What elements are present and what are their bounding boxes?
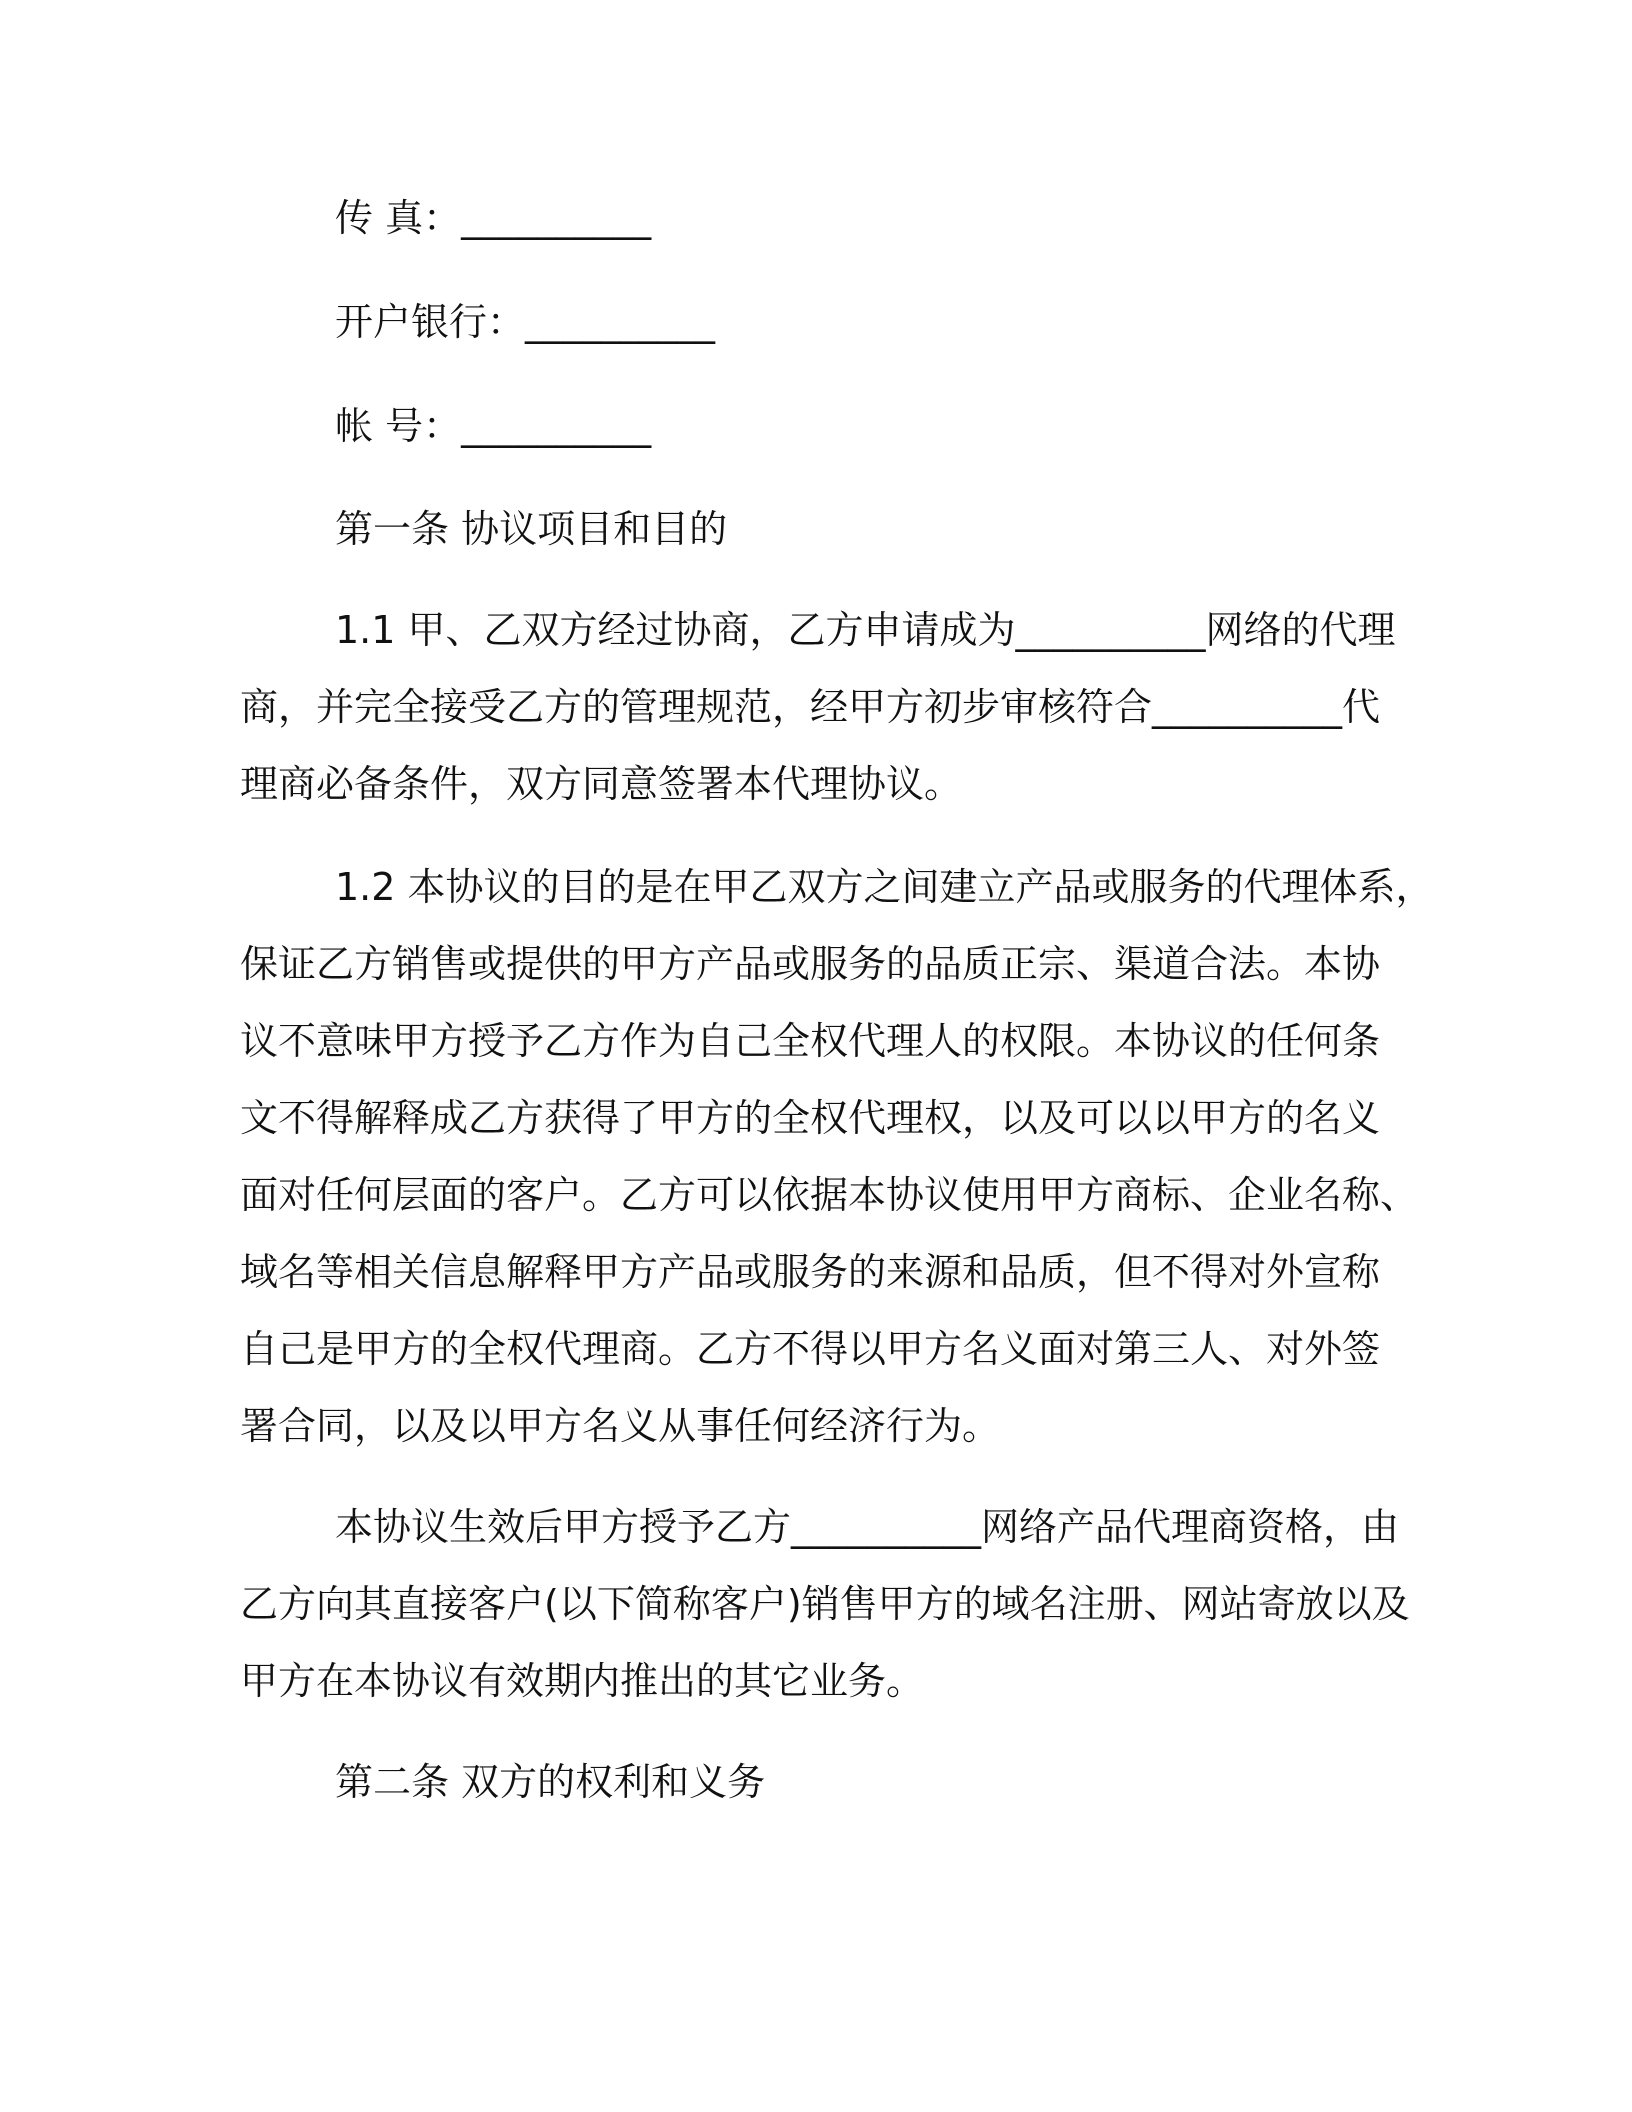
paragraph-line: 理商必备条件，双方同意签署本代理协议。 (240, 762, 963, 806)
paragraph-line: 乙方向其直接客户(以下简称客户)销售甲方的域名注册、网站寄放以及 (240, 1582, 1410, 1626)
paragraph-line: 甲方在本协议有效期内推出的其它业务。 (240, 1659, 925, 1703)
paragraph-1-1 (240, 592, 1396, 823)
paragraph-line: 文不得解释成乙方获得了甲方的全权代理权，以及可以以甲方的名义 (240, 1096, 1381, 1140)
bank-field: 开户银行：__________ (335, 300, 716, 344)
paragraph-1-3 (240, 1489, 1410, 1720)
paragraph-line: 自己是甲方的全权代理商。乙方不得以甲方名义面对第三人、对外签 (240, 1327, 1381, 1371)
paragraph-line: 议不意味甲方授予乙方作为自己全权代理人的权限。本协议的任何条 (240, 1019, 1381, 1063)
paragraph-1-2 (240, 849, 1434, 1465)
paragraph-line: 本协议生效后甲方授予乙方__________网络产品代理商资格，由 (335, 1505, 1400, 1549)
paragraph-line: 1.1 甲、乙双方经过协商，乙方申请成为__________网络的代理 (335, 608, 1396, 652)
paragraph-line: 商，并完全接受乙方的管理规范，经甲方初步审核符合__________代 (240, 685, 1381, 729)
article2-title: 第二条 双方的权利和义务 (335, 1760, 766, 1804)
paragraph-line: 1.2 本协议的目的是在甲乙双方之间建立产品或服务的代理体系， (335, 865, 1434, 909)
paragraph-line: 保证乙方销售或提供的甲方产品或服务的品质正宗、渠道合法。本协 (240, 942, 1381, 986)
fax-field: 传 真：__________ (335, 196, 652, 240)
paragraph-line: 署合同，以及以甲方名义从事任何经济行为。 (240, 1404, 1001, 1448)
paragraph-line: 域名等相关信息解释甲方产品或服务的来源和品质，但不得对外宣称 (240, 1250, 1381, 1294)
paragraph-line: 面对任何层面的客户。乙方可以依据本协议使用甲方商标、企业名称、 (240, 1173, 1419, 1217)
article1-title: 第一条 协议项目和目的 (335, 507, 728, 551)
account-field: 帐 号：__________ (335, 404, 652, 448)
